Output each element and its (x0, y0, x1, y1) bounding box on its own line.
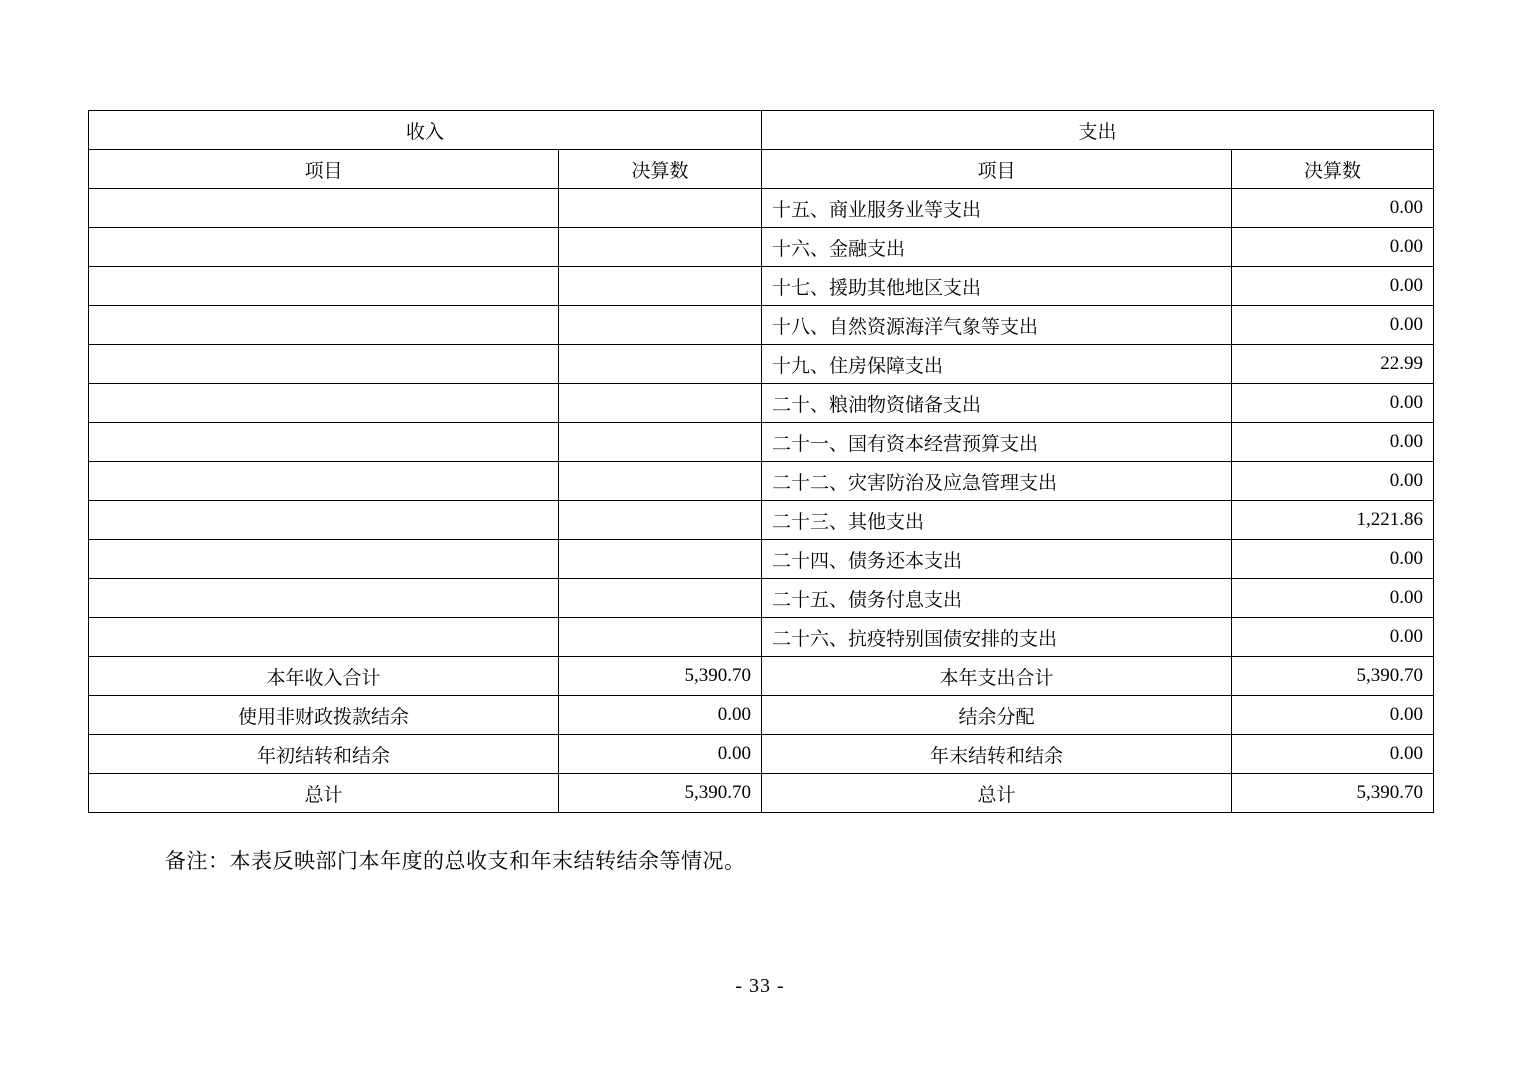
cell-expenditure-item: 本年支出合计 (762, 657, 1232, 696)
table-body (89, 111, 1434, 813)
header-expenditure-amount: 决算数 (1232, 150, 1434, 189)
table-row (89, 423, 1434, 462)
table-sub-header-row (89, 150, 1434, 189)
cell-expenditure-amount: 0.00 (1232, 384, 1434, 423)
cell-expenditure-amount: 5,390.70 (1232, 657, 1434, 696)
cell-income-amount (559, 228, 762, 267)
table-row (89, 501, 1434, 540)
cell-expenditure-amount: 0.00 (1232, 228, 1434, 267)
page-number: - 33 - (735, 975, 785, 997)
header-expenditure-group: 支出 (762, 111, 1434, 150)
table-row (89, 267, 1434, 306)
financial-table-container (88, 110, 1433, 813)
cell-expenditure-item: 二十二、灾害防治及应急管理支出 (762, 462, 1232, 501)
cell-expenditure-amount: 5,390.70 (1232, 774, 1434, 813)
table-row (89, 228, 1434, 267)
cell-income-item (89, 345, 559, 384)
table-row (89, 618, 1434, 657)
cell-income-amount (559, 267, 762, 306)
cell-expenditure-item: 二十一、国有资本经营预算支出 (762, 423, 1232, 462)
cell-expenditure-amount: 0.00 (1232, 579, 1434, 618)
table-row (89, 345, 1434, 384)
cell-income-amount (559, 384, 762, 423)
cell-expenditure-amount: 0.00 (1232, 735, 1434, 774)
header-expenditure-item: 项目 (762, 150, 1232, 189)
table-row (89, 306, 1434, 345)
cell-income-item (89, 501, 559, 540)
table-total-row (89, 774, 1434, 813)
cell-expenditure-amount: 0.00 (1232, 696, 1434, 735)
cell-expenditure-item: 二十、粮油物资储备支出 (762, 384, 1232, 423)
cell-expenditure-amount: 0.00 (1232, 267, 1434, 306)
cell-income-amount (559, 189, 762, 228)
cell-income-item: 总计 (89, 774, 559, 813)
cell-expenditure-amount: 0.00 (1232, 306, 1434, 345)
cell-income-amount: 0.00 (559, 735, 762, 774)
cell-income-item (89, 423, 559, 462)
cell-income-item: 使用非财政拨款结余 (89, 696, 559, 735)
cell-expenditure-item: 二十六、抗疫特别国债安排的支出 (762, 618, 1232, 657)
cell-expenditure-amount: 0.00 (1232, 618, 1434, 657)
cell-income-amount (559, 345, 762, 384)
cell-income-item: 年初结转和结余 (89, 735, 559, 774)
cell-income-item (89, 579, 559, 618)
table-summary-row (89, 696, 1434, 735)
cell-expenditure-amount: 0.00 (1232, 540, 1434, 579)
cell-expenditure-amount: 0.00 (1232, 462, 1434, 501)
cell-expenditure-item: 结余分配 (762, 696, 1232, 735)
cell-income-item (89, 618, 559, 657)
cell-income-amount (559, 579, 762, 618)
cell-expenditure-item: 二十四、债务还本支出 (762, 540, 1232, 579)
table-row (89, 540, 1434, 579)
table-row (89, 189, 1434, 228)
cell-income-amount: 0.00 (559, 696, 762, 735)
cell-income-amount: 5,390.70 (559, 657, 762, 696)
cell-income-item (89, 228, 559, 267)
cell-income-amount (559, 540, 762, 579)
table-note: 备注：本表反映部门本年度的总收支和年末结转结余等情况。 (165, 849, 746, 873)
table-row (89, 384, 1434, 423)
cell-income-item (89, 540, 559, 579)
cell-income-item: 本年收入合计 (89, 657, 559, 696)
header-income-amount: 决算数 (559, 150, 762, 189)
cell-expenditure-amount: 0.00 (1232, 189, 1434, 228)
table-row (89, 579, 1434, 618)
header-income-item: 项目 (89, 150, 559, 189)
cell-expenditure-item: 十九、住房保障支出 (762, 345, 1232, 384)
cell-expenditure-item: 二十五、债务付息支出 (762, 579, 1232, 618)
cell-expenditure-item: 十六、金融支出 (762, 228, 1232, 267)
cell-expenditure-amount: 22.99 (1232, 345, 1434, 384)
cell-income-item (89, 462, 559, 501)
cell-income-amount (559, 423, 762, 462)
cell-income-item (89, 384, 559, 423)
cell-income-amount: 5,390.70 (559, 774, 762, 813)
cell-expenditure-item: 十七、援助其他地区支出 (762, 267, 1232, 306)
cell-income-item (89, 267, 559, 306)
cell-income-amount (559, 462, 762, 501)
header-income-group: 收入 (89, 111, 762, 150)
cell-income-item (89, 189, 559, 228)
table-group-header-row (89, 111, 1434, 150)
table-summary-row (89, 735, 1434, 774)
cell-expenditure-item: 十五、商业服务业等支出 (762, 189, 1232, 228)
cell-income-amount (559, 306, 762, 345)
cell-income-amount (559, 618, 762, 657)
table-row (89, 462, 1434, 501)
cell-income-amount (559, 501, 762, 540)
cell-expenditure-item: 二十三、其他支出 (762, 501, 1232, 540)
cell-expenditure-amount: 1,221.86 (1232, 501, 1434, 540)
cell-income-item (89, 306, 559, 345)
cell-expenditure-amount: 0.00 (1232, 423, 1434, 462)
cell-expenditure-item: 年末结转和结余 (762, 735, 1232, 774)
budget-final-accounts-table (88, 110, 1434, 813)
cell-expenditure-item: 总计 (762, 774, 1232, 813)
cell-expenditure-item: 十八、自然资源海洋气象等支出 (762, 306, 1232, 345)
table-summary-row (89, 657, 1434, 696)
